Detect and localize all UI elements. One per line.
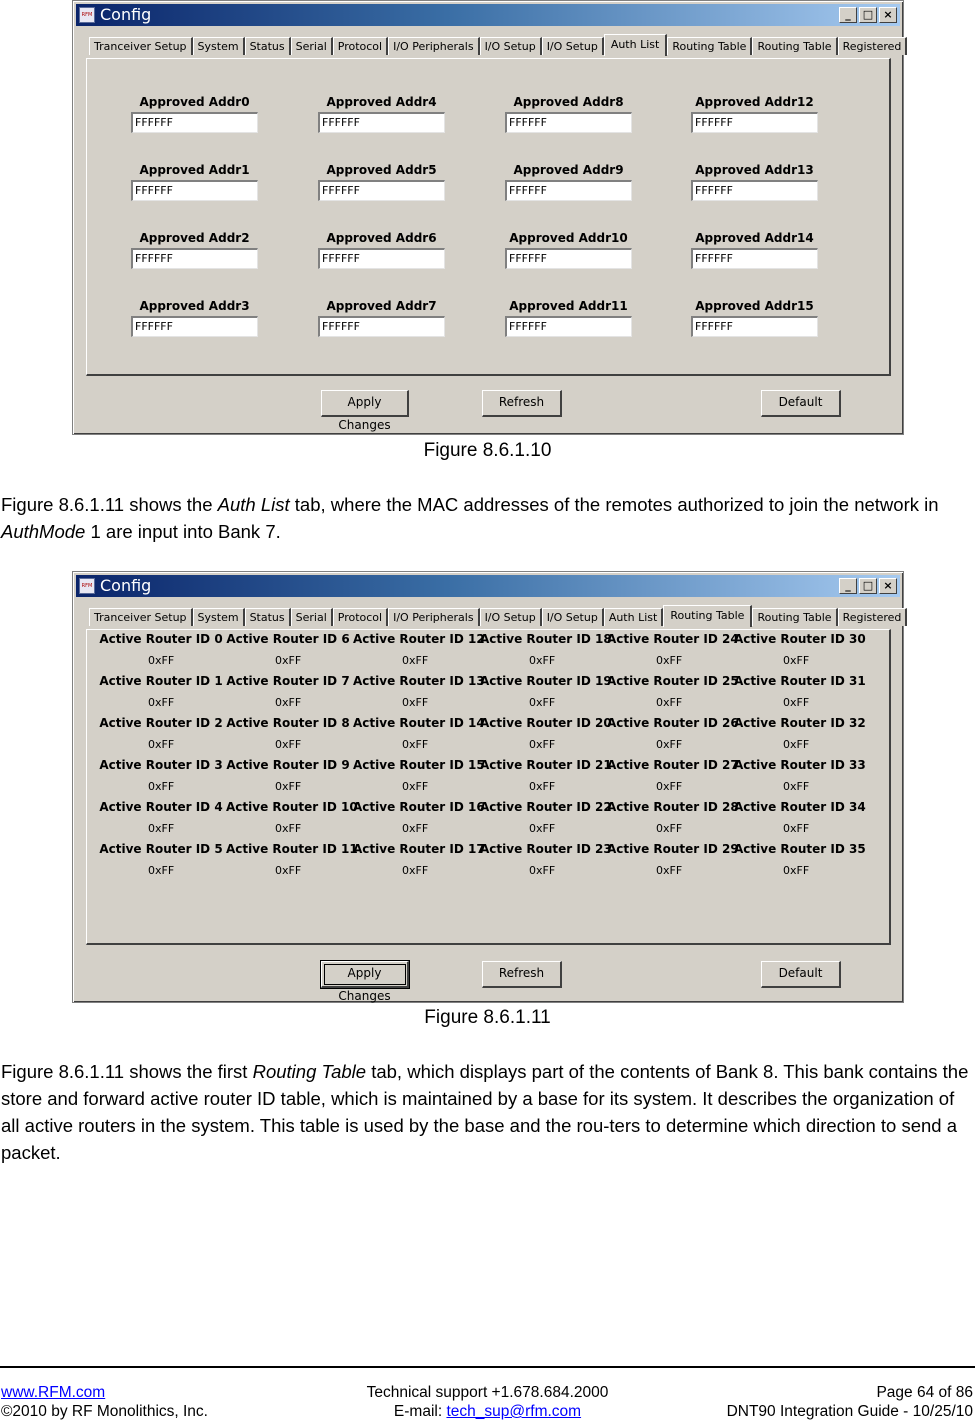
active-router-id-label: Active Router ID 2 [99, 716, 223, 730]
approved-addr-label: Approved Addr7 [326, 299, 437, 313]
paragraph-1 [1, 491, 973, 545]
active-router-id-label: Active Router ID 25 [607, 674, 739, 688]
active-router-id-label: Active Router ID 31 [734, 674, 866, 688]
active-router-id-label: Active Router ID 15 [353, 758, 485, 772]
active-router-id-label: Active Router ID 19 [480, 674, 612, 688]
active-router-id-value: 0xFF [656, 654, 683, 667]
active-router-id-label: Active Router ID 9 [226, 758, 350, 772]
approved-addr-field[interactable]: FFFFFF [131, 112, 258, 133]
active-router-id-label: Active Router ID 34 [734, 800, 866, 814]
tab-auth-list[interactable]: Auth List [604, 34, 668, 56]
approved-addr-field[interactable]: FFFFFF [505, 248, 632, 269]
active-router-id-label: Active Router ID 5 [99, 842, 223, 856]
active-router-id-value: 0xFF [402, 654, 429, 667]
maximize-icon[interactable]: □ [859, 7, 877, 23]
tab-routing-table[interactable]: Routing Table [663, 605, 752, 627]
active-router-id-label: Active Router ID 30 [734, 632, 866, 646]
active-router-id-label: Active Router ID 12 [353, 632, 485, 646]
para1-text-c: tab, where the MAC addresses of the remotes authorized to join the network in [289, 494, 939, 515]
approved-addr-field[interactable]: FFFFFF [318, 316, 445, 337]
active-router-id-value: 0xFF [148, 780, 175, 793]
approved-addr-label: Approved Addr3 [139, 299, 250, 313]
active-router-id-label: Active Router ID 35 [734, 842, 866, 856]
active-router-id-label: Active Router ID 24 [607, 632, 739, 646]
para2-text-c: tab, which displays part of the contents of Bank 8. This bank contains the store and forward active router ID table, which is maintained by a base for its system. It describes the organization of all active routers in the system. This table is used by the base and the rou-ters to determine which direction to send a packet. [1, 1061, 969, 1163]
active-router-id-value: 0xFF [148, 696, 175, 709]
active-router-id-label: Active Router ID 27 [607, 758, 739, 772]
active-router-id-label: Active Router ID 22 [480, 800, 612, 814]
active-router-id-value: 0xFF [783, 822, 810, 835]
active-router-id-label: Active Router ID 32 [734, 716, 866, 730]
active-router-id-label: Active Router ID 14 [353, 716, 485, 730]
para1-italic-auth-list: Auth List [217, 494, 290, 515]
approved-addr-label: Approved Addr0 [139, 95, 250, 109]
auth-list-panel [86, 58, 891, 376]
active-router-id-value: 0xFF [402, 822, 429, 835]
refresh-button[interactable]: Refresh [482, 961, 562, 988]
active-router-id-value: 0xFF [783, 738, 810, 751]
para2-text-a: Figure 8.6.1.11 shows the first [1, 1061, 253, 1082]
approved-addr-label: Approved Addr2 [139, 231, 250, 245]
default-button[interactable]: Default [761, 390, 841, 417]
active-router-id-value: 0xFF [529, 696, 556, 709]
para2-italic-routing-table: Routing Table [252, 1061, 367, 1082]
support-phone: Technical support +1.678.684.2000 [366, 1384, 609, 1401]
maximize-icon[interactable]: □ [859, 578, 877, 594]
active-router-id-label: Active Router ID 11 [226, 842, 358, 856]
approved-addr-label: Approved Addr10 [509, 231, 628, 245]
active-router-id-value: 0xFF [783, 696, 810, 709]
active-router-id-label: Active Router ID 10 [226, 800, 358, 814]
tab-protocol[interactable]: Protocol [333, 37, 388, 55]
approved-addr-label: Approved Addr1 [139, 163, 250, 177]
tab-system[interactable]: System [193, 37, 245, 55]
active-router-id-value: 0xFF [275, 822, 302, 835]
approved-addr-label: Approved Addr9 [513, 163, 624, 177]
approved-addr-field[interactable]: FFFFFF [131, 316, 258, 337]
active-router-id-label: Active Router ID 17 [353, 842, 485, 856]
para1-text-e: 1 are input into Bank 7. [85, 521, 281, 542]
tab-strip [89, 35, 907, 55]
guide-title: DNT90 Integration Guide - 10/25/10 [726, 1403, 973, 1420]
approved-addr-label: Approved Addr6 [326, 231, 437, 245]
active-router-id-label: Active Router ID 23 [480, 842, 612, 856]
tab-serial[interactable]: Serial [291, 37, 333, 55]
tab-i-o-peripherals[interactable]: I/O Peripherals [388, 37, 479, 55]
active-router-id-value: 0xFF [529, 738, 556, 751]
close-icon[interactable]: × [879, 578, 897, 594]
approved-addr-label: Approved Addr13 [695, 163, 814, 177]
tab-routing-table[interactable]: Routing Table [752, 37, 837, 55]
tab-strip [89, 606, 907, 626]
app-icon: RFM [79, 578, 95, 594]
para1-italic-authmode: AuthMode [1, 521, 86, 542]
tab-serial[interactable]: Serial [291, 608, 333, 626]
apply-changes-button[interactable]: Apply Changes [321, 390, 409, 417]
default-button[interactable]: Default [761, 961, 841, 988]
active-router-id-value: 0xFF [783, 864, 810, 877]
page-number: Page 64 of 86 [876, 1384, 973, 1401]
active-router-id-value: 0xFF [529, 822, 556, 835]
active-router-id-value: 0xFF [275, 738, 302, 751]
active-router-id-value: 0xFF [148, 654, 175, 667]
active-router-id-label: Active Router ID 28 [607, 800, 739, 814]
active-router-id-label: Active Router ID 20 [480, 716, 612, 730]
config-window-auth-list [72, 0, 904, 435]
active-router-id-value: 0xFF [275, 654, 302, 667]
app-icon: RFM [79, 7, 95, 23]
approved-addr-field[interactable]: FFFFFF [131, 248, 258, 269]
figure-caption-1: Figure 8.6.1.10 [423, 440, 552, 461]
active-router-id-value: 0xFF [148, 864, 175, 877]
active-router-id-label: Active Router ID 0 [99, 632, 223, 646]
active-router-id-value: 0xFF [529, 864, 556, 877]
tab-system[interactable]: System [193, 608, 245, 626]
active-router-id-value: 0xFF [275, 696, 302, 709]
active-router-id-label: Active Router ID 4 [99, 800, 223, 814]
active-router-id-label: Active Router ID 7 [226, 674, 350, 688]
active-router-id-value: 0xFF [656, 696, 683, 709]
approved-addr-label: Approved Addr15 [695, 299, 814, 313]
active-router-id-label: Active Router ID 29 [607, 842, 739, 856]
approved-addr-field[interactable]: FFFFFF [318, 112, 445, 133]
approved-addr-field[interactable]: FFFFFF [318, 248, 445, 269]
active-router-id-label: Active Router ID 13 [353, 674, 485, 688]
active-router-id-value: 0xFF [402, 738, 429, 751]
active-router-id-value: 0xFF [148, 738, 175, 751]
active-router-id-value: 0xFF [783, 780, 810, 793]
active-router-id-label: Active Router ID 18 [480, 632, 612, 646]
approved-addr-label: Approved Addr11 [509, 299, 628, 313]
tab-protocol[interactable]: Protocol [333, 608, 388, 626]
active-router-id-label: Active Router ID 26 [607, 716, 739, 730]
approved-addr-field[interactable]: FFFFFF [505, 112, 632, 133]
tab-registered[interactable]: Registered [838, 37, 908, 55]
approved-addr-field[interactable]: FFFFFF [691, 248, 818, 269]
copyright: ©2010 by RF Monolithics, Inc. [1, 1403, 208, 1420]
approved-addr-label: Approved Addr14 [695, 231, 814, 245]
paragraph-2 [1, 1058, 973, 1166]
tab-tranceiver-setup[interactable]: Tranceiver Setup [89, 608, 193, 626]
tab-i-o-setup[interactable]: I/O Setup [542, 37, 604, 55]
active-router-id-value: 0xFF [656, 822, 683, 835]
active-router-id-label: Active Router ID 33 [734, 758, 866, 772]
active-router-id-value: 0xFF [529, 654, 556, 667]
email-label: E-mail: [393, 1403, 447, 1420]
tab-i-o-peripherals[interactable]: I/O Peripherals [388, 608, 479, 626]
minimize-icon[interactable]: _ [839, 578, 857, 594]
tab-status[interactable]: Status [245, 608, 291, 626]
title-bar[interactable] [76, 575, 900, 597]
active-router-id-value: 0xFF [783, 654, 810, 667]
active-router-id-value: 0xFF [656, 780, 683, 793]
para1-text-a: Figure 8.6.1.11 shows the [1, 494, 218, 515]
approved-addr-field[interactable]: FFFFFF [505, 180, 632, 201]
active-router-id-label: Active Router ID 3 [99, 758, 223, 772]
active-router-id-value: 0xFF [656, 738, 683, 751]
window-title: Config [100, 5, 152, 24]
close-icon[interactable]: × [879, 7, 897, 23]
tab-i-o-setup[interactable]: I/O Setup [480, 37, 542, 55]
approved-addr-label: Approved Addr4 [326, 95, 437, 109]
refresh-button[interactable]: Refresh [482, 390, 562, 417]
minimize-icon[interactable]: _ [839, 7, 857, 23]
tab-tranceiver-setup[interactable]: Tranceiver Setup [89, 37, 193, 55]
approved-addr-field[interactable]: FFFFFF [505, 316, 632, 337]
tab-routing-table[interactable]: Routing Table [752, 608, 837, 626]
active-router-id-value: 0xFF [148, 822, 175, 835]
approved-addr-label: Approved Addr12 [695, 95, 814, 109]
active-router-id-value: 0xFF [402, 780, 429, 793]
approved-addr-field[interactable]: FFFFFF [691, 316, 818, 337]
tab-registered[interactable]: Registered [838, 608, 908, 626]
active-router-id-label: Active Router ID 6 [226, 632, 350, 646]
active-router-id-value: 0xFF [529, 780, 556, 793]
tab-auth-list[interactable]: Auth List [604, 608, 664, 626]
routing-table-panel [86, 629, 891, 945]
email-link[interactable]: tech_sup@rfm.com [446, 1403, 582, 1420]
approved-addr-field[interactable]: FFFFFF [131, 180, 258, 201]
config-window-routing-table [72, 571, 904, 1003]
apply-changes-button[interactable]: Apply Changes [321, 961, 409, 988]
tab-status[interactable]: Status [245, 37, 291, 55]
footer-divider [0, 1366, 975, 1368]
approved-addr-label: Approved Addr8 [513, 95, 624, 109]
tab-i-o-setup[interactable]: I/O Setup [542, 608, 604, 626]
approved-addr-field[interactable]: FFFFFF [691, 112, 818, 133]
active-router-id-label: Active Router ID 16 [353, 800, 485, 814]
active-router-id-value: 0xFF [275, 780, 302, 793]
active-router-id-value: 0xFF [402, 864, 429, 877]
active-router-id-label: Active Router ID 1 [99, 674, 223, 688]
active-router-id-label: Active Router ID 8 [226, 716, 350, 730]
window-title: Config [100, 576, 152, 595]
tab-routing-table[interactable]: Routing Table [667, 37, 752, 55]
tab-i-o-setup[interactable]: I/O Setup [480, 608, 542, 626]
website-link[interactable]: www.RFM.com [1, 1384, 106, 1401]
approved-addr-field[interactable]: FFFFFF [318, 180, 445, 201]
approved-addr-field[interactable]: FFFFFF [691, 180, 818, 201]
title-bar[interactable] [76, 4, 900, 26]
active-router-id-value: 0xFF [402, 696, 429, 709]
figure-caption-2: Figure 8.6.1.11 [424, 1007, 551, 1028]
approved-addr-label: Approved Addr5 [326, 163, 437, 177]
active-router-id-value: 0xFF [656, 864, 683, 877]
active-router-id-label: Active Router ID 21 [480, 758, 612, 772]
active-router-id-value: 0xFF [275, 864, 302, 877]
